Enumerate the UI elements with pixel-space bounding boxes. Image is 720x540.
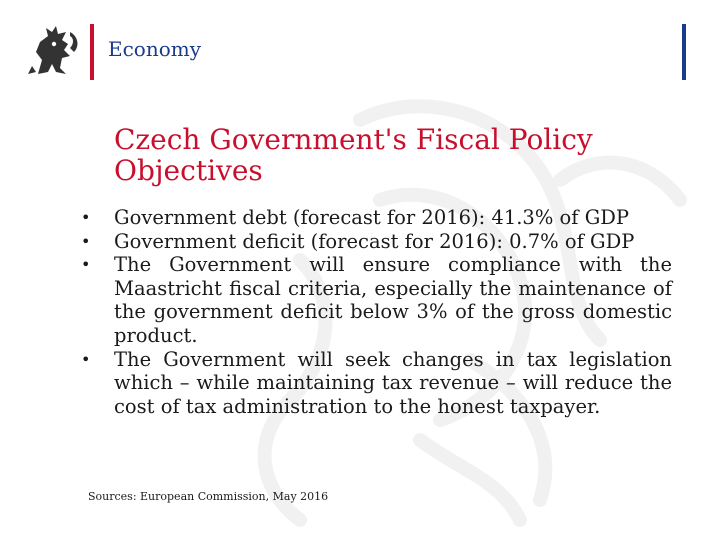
bullet-marker: • (81, 231, 91, 251)
header-divider-red (90, 24, 94, 80)
bullet-text: Government deficit (forecast for 2016): 0.7% of GDP (114, 229, 635, 253)
bullet-marker: • (81, 208, 91, 227)
list-item (78, 253, 672, 347)
list-item (78, 230, 672, 254)
section-title: Economy (108, 37, 202, 61)
list-item (78, 206, 672, 230)
list-item (78, 348, 672, 419)
czech-lion-icon (26, 22, 82, 82)
bullet-text: The Government will ensure compliance with the Maastricht fiscal criteria, especially the maintenance of the government deficit below 3% of the gross domestic product. (114, 253, 672, 347)
header-divider-blue (682, 24, 686, 80)
bullet-text: The Government will seek changes in tax legislation which – while maintaining tax revenue – will reduce the cost of tax administration to the honest taxpayer. (114, 347, 672, 418)
sources-note: Sources: European Commission, May 2016 (88, 490, 329, 503)
bullet-text: Government debt (forecast for 2016): 41.3% of GDP (114, 206, 630, 229)
bullet-marker: • (81, 349, 91, 369)
slide-title: Czech Government's Fiscal Policy Objectives (114, 123, 593, 187)
bullet-list (78, 206, 672, 418)
bullet-marker: • (81, 255, 91, 275)
